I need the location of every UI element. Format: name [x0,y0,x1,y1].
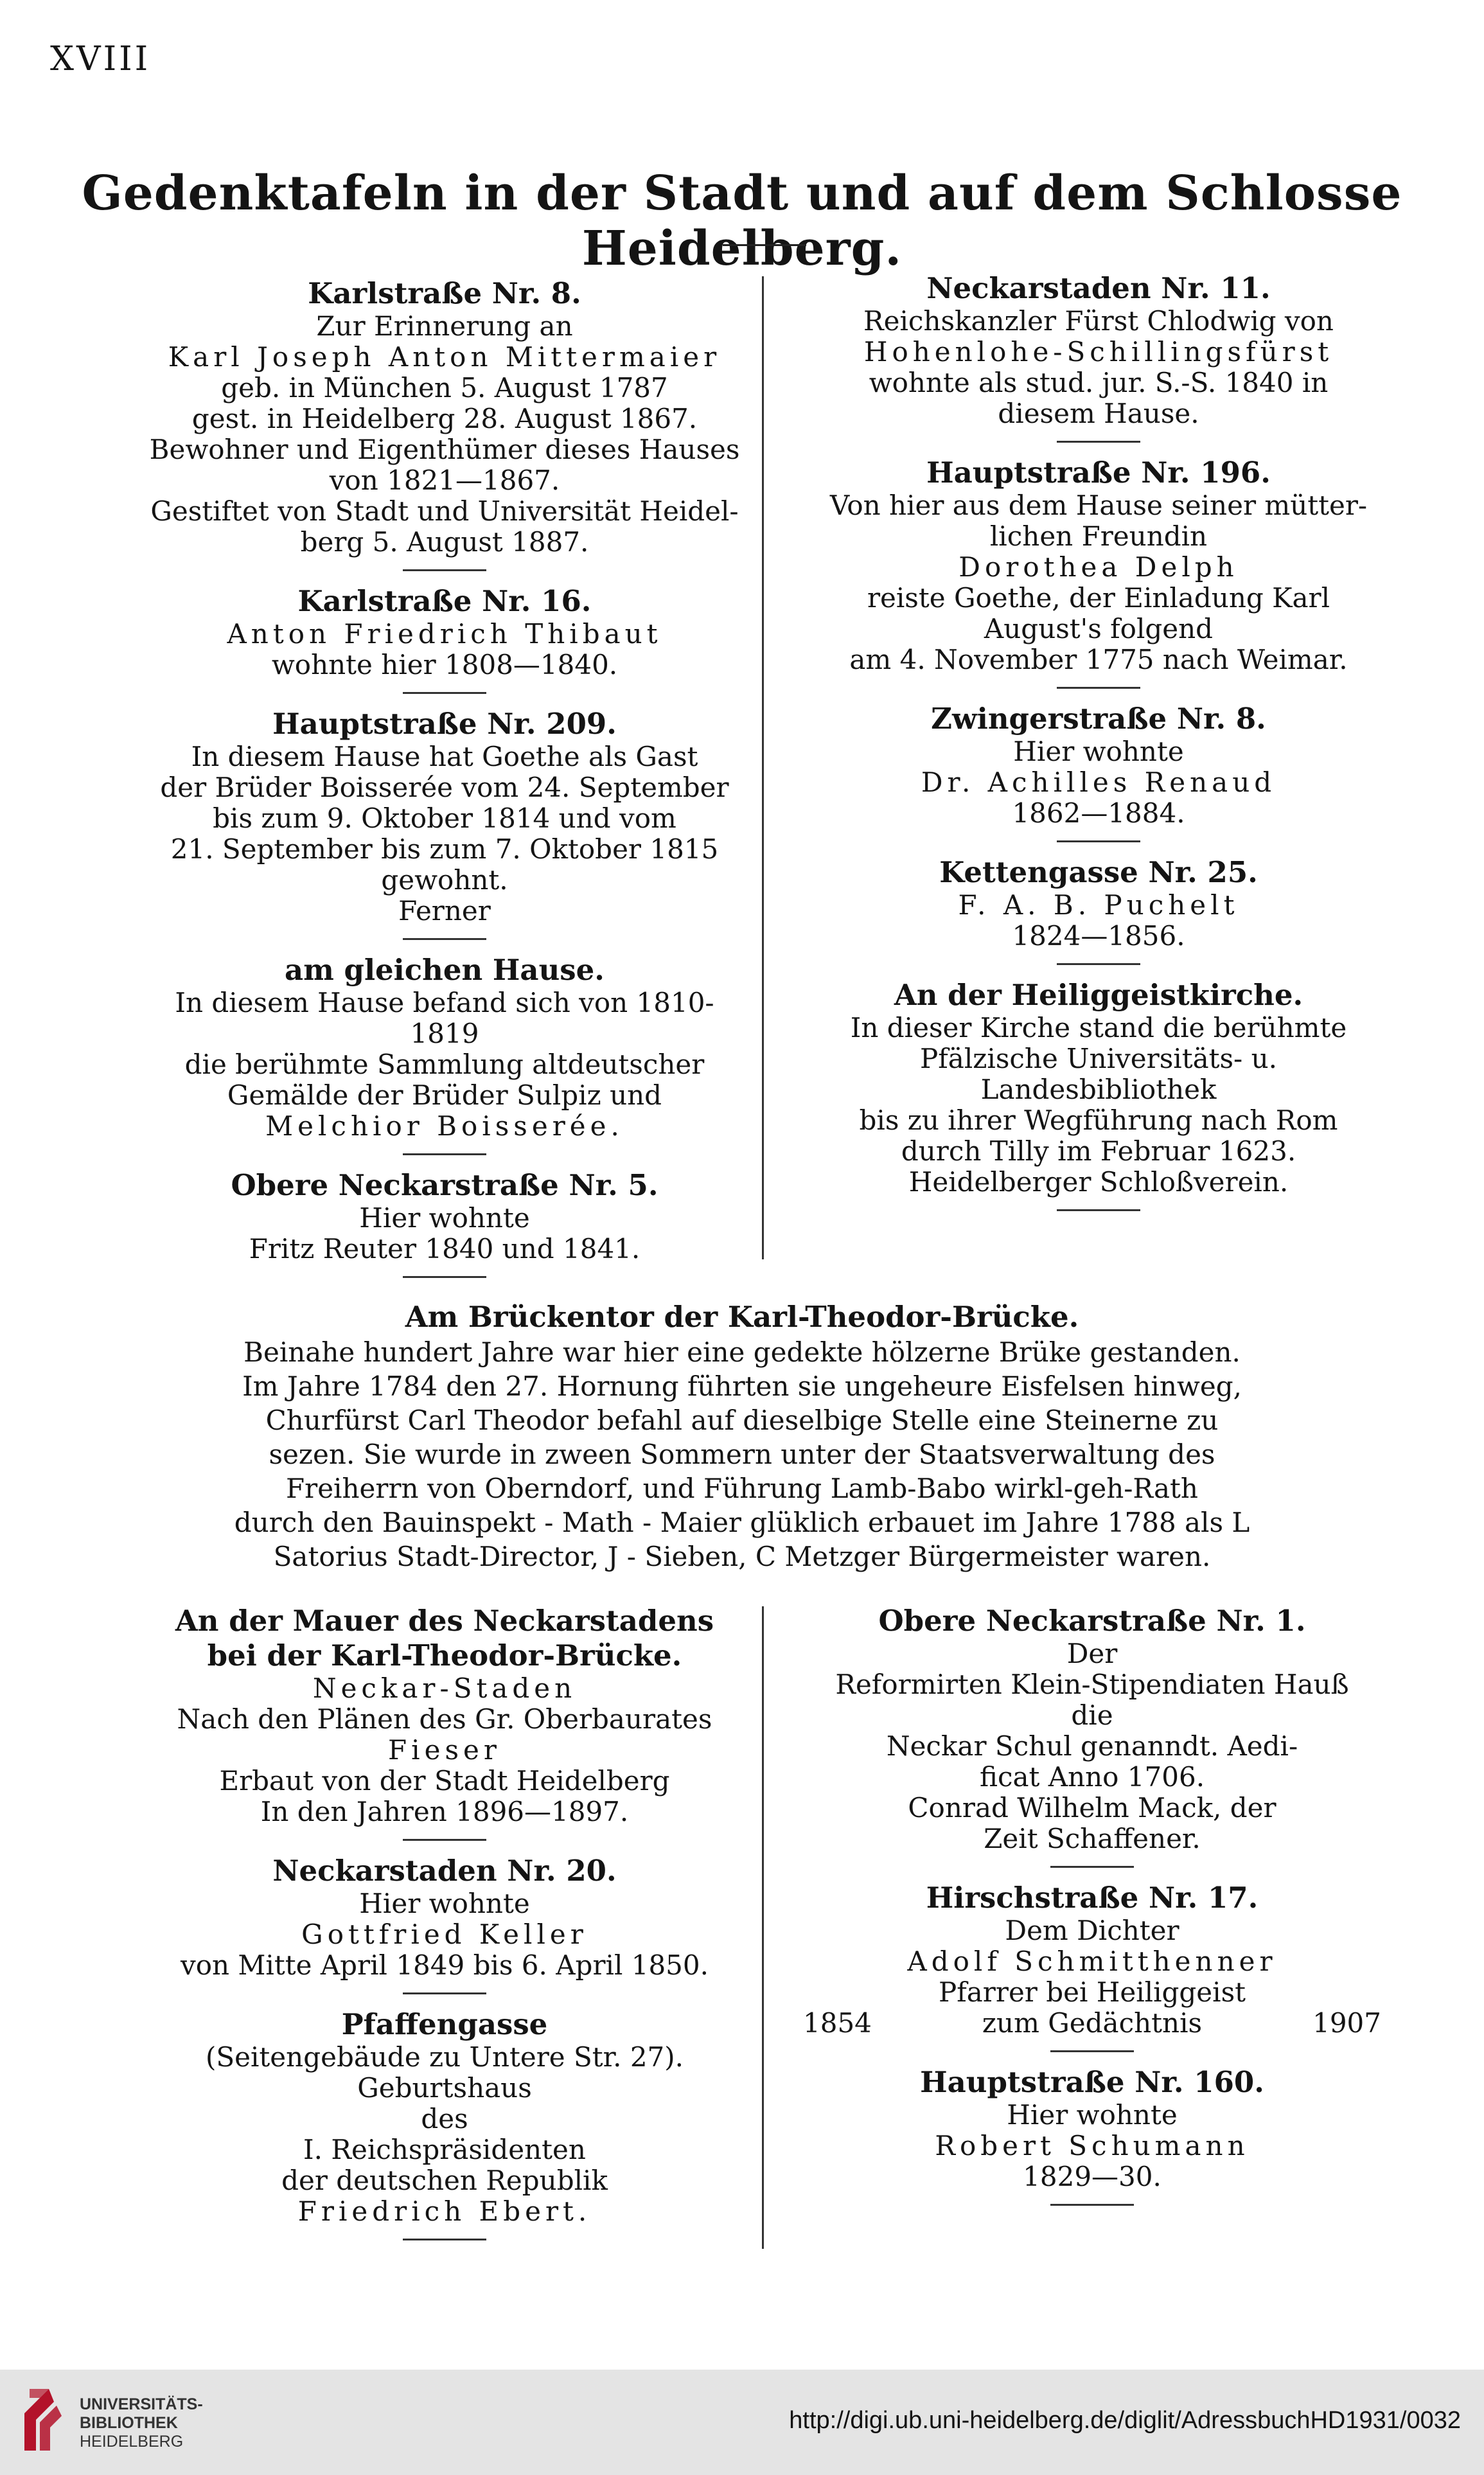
separator-rule [1057,687,1140,689]
plaque-neckarstaden-nr-11 [803,271,1394,429]
separator-rule [403,1153,486,1155]
plaque-line: der deutschen Republik [281,2165,608,2196]
column-divider-bottom [762,1606,764,2249]
plaque-line: 1824—1856. [1012,920,1185,952]
plaque-line: Dem Dichter [1005,1915,1179,1946]
plaque-line: Anton Friedrich Thibaut [227,618,662,650]
plaque-line: August's folgend [984,613,1214,644]
plaque-obere-neckarstra-e-nr-1 [803,1604,1381,1854]
plaque-line: Geburtshaus [357,2072,532,2104]
plaque-line: Pfälzische Universitäts- u. Landesbibliothek [920,1043,1277,1105]
page-title: Gedenktafeln in der Stadt und auf dem Schlosse Heidelberg. [82,166,1402,276]
plaque-heading: Kettengasse Nr. 25. [939,855,1258,889]
plaque-line: geb. in München 5. August 1787 [221,372,668,404]
plaque-line: 1862—1884. [1012,797,1185,829]
plaque-line: reiste Goethe, der Einladung Karl [867,582,1330,614]
plaque-line: I. Reichspräsidenten [303,2134,586,2165]
bottom-right-column [803,1604,1381,2219]
plaque-line: Beinahe hundert Jahre war hier eine gedekte hölzerne Brüke gestanden. [243,1336,1241,1368]
plaque-line: Der [1066,1638,1118,1669]
plaque-line: berg 5. August 1887. [300,526,589,558]
plaque-heading: Karlstraße Nr. 16. [297,584,592,618]
plaque-line: In den Jahren 1896—1897. [260,1796,629,1827]
plaque-line: Bewohner und Eigenthümer dieses Hauses [149,434,740,465]
separator-rule [1057,441,1140,443]
plaque-hirschstra-e-nr-17 [803,1881,1381,2039]
plaque-line: wohnte hier 1808—1840. [271,649,618,680]
plaque-line: Hier wohnte [359,1202,530,1234]
footer-bar [0,2370,1484,2475]
plaque-zwingerstra-e-nr-8 [803,702,1394,829]
bridge-gate-plaque [148,1299,1336,1574]
plaque-line: F. A. B. Puchelt [958,889,1239,921]
plaque-heading: Neckarstaden Nr. 20. [272,1854,617,1888]
plaque-line: Hier wohnte [1013,736,1184,767]
plaque-line: In dieser Kirche stand die berühmte [850,1012,1347,1043]
plaque-line: Robert Schumann [935,2130,1250,2161]
plaque-line: Zur Erinnerung an [316,310,573,342]
plaque-heading: Am Brückentor der Karl-Theodor-Brücke. [405,1300,1079,1334]
separator-rule [1057,840,1140,842]
plaque-line: Ferner [398,895,491,927]
plaque-line: Dorothea Delph [958,551,1239,583]
plaque-line: bis zu ihrer Wegführung nach Rom [859,1104,1338,1136]
plaque-line: bis zum 9. Oktober 1814 und vom [213,803,676,834]
plaque-heading: Neckarstaden Nr. 11. [926,271,1271,305]
plaque-dates-row [803,2008,1381,2039]
separator-rule [403,2239,486,2240]
plaque-kettengasse-nr-25 [803,855,1394,952]
plaque-heading: Obere Neckarstraße Nr. 5. [231,1168,658,1202]
plaque-date-left: 1854 [803,2007,872,2039]
plaque-line: Heidelberger Schloßverein. [908,1166,1289,1198]
plaque-line: durch Tilly im Februar 1623. [901,1135,1296,1167]
separator-rule [1050,2204,1134,2206]
logo-line-1: UNIVERSITÄTS- [80,2395,203,2413]
plaque-line: Conrad Wilhelm Mack, der [908,1792,1276,1823]
plaque-line: am 4. November 1775 nach Weimar. [849,644,1348,675]
plaque-line: ficat Anno 1706. [979,1761,1205,1793]
plaque-line: Friedrich Ebert. [297,2196,592,2227]
separator-rule [403,1839,486,1841]
plaque-obere-neckarstra-e-nr-5 [149,1168,740,1264]
page-number: XVIII [50,40,151,78]
plaque-line: von 1821—1867. [329,465,560,496]
plaque-line: die berühmte Sammlung altdeutscher [184,1049,705,1080]
plaque-line: Hier wohnte [359,1888,530,1919]
plaque-line: Fritz Reuter 1840 und 1841. [249,1233,640,1264]
plaque-line: Neckar-Staden [312,1672,577,1704]
plaque-line: Karl Joseph Anton Mittermaier [168,341,721,373]
plaque-heading: Obere Neckarstraße Nr. 1. [878,1604,1306,1638]
plaque-heading: Pfaffengasse [341,2007,548,2041]
plaque-hauptstra-e-nr-209 [149,707,740,927]
plaque-line: Reformirten Klein-Stipendiaten Hauß [835,1669,1349,1700]
logo-line-3: HEIDELBERG [80,2433,184,2451]
plaque-line: sezen. Sie wurde in zween Sommern unter der Staatsverwaltung des [269,1439,1215,1470]
plaque-line: Nach den Plänen des Gr. Oberbaurates [177,1703,712,1735]
column-divider-top [762,276,764,1259]
plaque-line: Melchior Boisserée. [265,1110,624,1142]
plaque-an-der-heiliggeistkirche [803,978,1394,1198]
plaque-line: Pfarrer bei Heiliggeist [938,1976,1246,2008]
plaque-line: (Seitengebäude zu Untere Str. 27). [205,2041,684,2073]
plaque-line: In diesem Hause befand sich von 1810-1819 [175,987,714,1049]
plaque-line: Churfürst Carl Theodor befahl auf dieselbige Stelle eine Steinerne zu [265,1405,1219,1436]
library-logo-text [80,2395,203,2451]
plaque-neckarstaden-nr-20 [149,1854,740,1981]
plaque-heading: Hauptstraße Nr. 196. [926,456,1271,490]
top-right-column [803,271,1394,1224]
plaque-date-center: zum Gedächtnis [982,2007,1203,2039]
plaque-line: diesem Hause. [998,398,1199,429]
plaque-line: Zeit Schaffener. [984,1823,1201,1854]
logo-line-2: BIBLIOTHEK [80,2414,178,2432]
plaque-heading: Hauptstraße Nr. 209. [272,707,617,741]
plaque-heading: Zwingerstraße Nr. 8. [931,702,1266,736]
plaque-heading: An der Mauer des Neckarstadens bei der Karl-Theodor-Brücke. [175,1604,714,1672]
plaque-line: lichen Freundin [989,520,1208,552]
separator-rule [1050,1866,1134,1868]
plaque-line: Erbaut von der Stadt Heidelberg [219,1765,670,1796]
plaque-line: gewohnt. [381,864,508,896]
plaque-line: Fieser [388,1734,501,1766]
plaque-line: des [421,2103,468,2134]
plaque-am-gleichen-hause [149,953,740,1142]
plaque-heading: Hirschstraße Nr. 17. [926,1881,1259,1915]
plaque-heading: Hauptstraße Nr. 160. [920,2065,1264,2099]
plaque-line: der Brüder Boisserée vom 24. September [160,772,729,803]
plaque-heading: An der Heiliggeistkirche. [894,978,1303,1012]
separator-rule [403,569,486,571]
plaque-karlstra-e-nr-8 [149,276,740,558]
plaque-line: 21. September bis zum 7. Oktober 1815 [170,833,719,865]
separator-rule [403,1276,486,1278]
plaque-line: Gemälde der Brüder Sulpiz und [227,1079,662,1111]
plaque-line: Hohenlohe-Schillingsfürst [863,336,1334,368]
plaque-line: Satorius Stadt-Director, J - Sieben, C Metzger Bürgermeister waren. [273,1541,1211,1572]
plaque-pfaffengasse [149,2007,740,2227]
plaque-line: 1829—30. [1023,2161,1162,2192]
separator-rule [403,692,486,694]
separator-rule [1057,963,1140,965]
separator-rule [403,938,486,940]
plaque-hauptstra-e-nr-160 [803,2065,1381,2192]
separator-rule [1050,2050,1134,2052]
plaque-line: die [1071,1699,1113,1731]
plaque-line: Gottfried Keller [301,1919,588,1950]
plaque-line: Von hier aus dem Hause seiner mütter- [829,490,1368,521]
library-logo-icon [17,2384,68,2458]
plaque-line: Im Jahre 1784 den 27. Hornung führten sie ungeheure Eisfelsen hinweg, [242,1371,1242,1402]
separator-rule [403,1992,486,1994]
plaque-line: von Mitte April 1849 bis 6. April 1850. [181,1949,709,1981]
plaque-line: Neckar Schul genanndt. Aedi- [886,1730,1298,1762]
plaque-line: Freiherrn von Oberndorf, und Führung Lamb-Babo wirkl-geh-Rath [285,1473,1198,1504]
plaque-line: Adolf Schmitthenner [907,1946,1277,1977]
separator-rule [1057,1209,1140,1211]
top-left-column [149,276,740,1291]
source-url-link[interactable]: http://digi.ub.uni-heidelberg.de/diglit/AdressbuchHD1931/0032 [789,2407,1461,2434]
plaque-line: Gestiftet von Stadt und Universität Heidel- [150,495,739,527]
plaque-an-der-mauer-des-neckarstadens-bei-der-k [149,1604,740,1827]
plaque-line: Hier wohnte [1007,2099,1178,2131]
plaque-date-right: 1907 [1312,2007,1381,2039]
plaque-karlstra-e-nr-16 [149,584,740,680]
plaque-line: durch den Bauinspekt - Math - Maier glüklich erbauet im Jahre 1788 als L [234,1507,1250,1538]
bottom-left-column [149,1604,740,2253]
plaque-line: Dr. Achilles Renaud [921,767,1276,798]
plaque-line: wohnte als stud. jur. S.-S. 1840 in [869,367,1329,398]
plaque-line: Reichskanzler Fürst Chlodwig von [863,305,1334,337]
plaque-hauptstra-e-nr-196 [803,456,1394,675]
plaque-line: In diesem Hause hat Goethe als Gast [191,741,698,772]
plaque-heading: am gleichen Hause. [285,953,605,987]
plaque-line: gest. in Heidelberg 28. August 1867. [191,403,698,434]
plaque-heading: Karlstraße Nr. 8. [308,276,581,310]
title-rule [723,244,806,246]
